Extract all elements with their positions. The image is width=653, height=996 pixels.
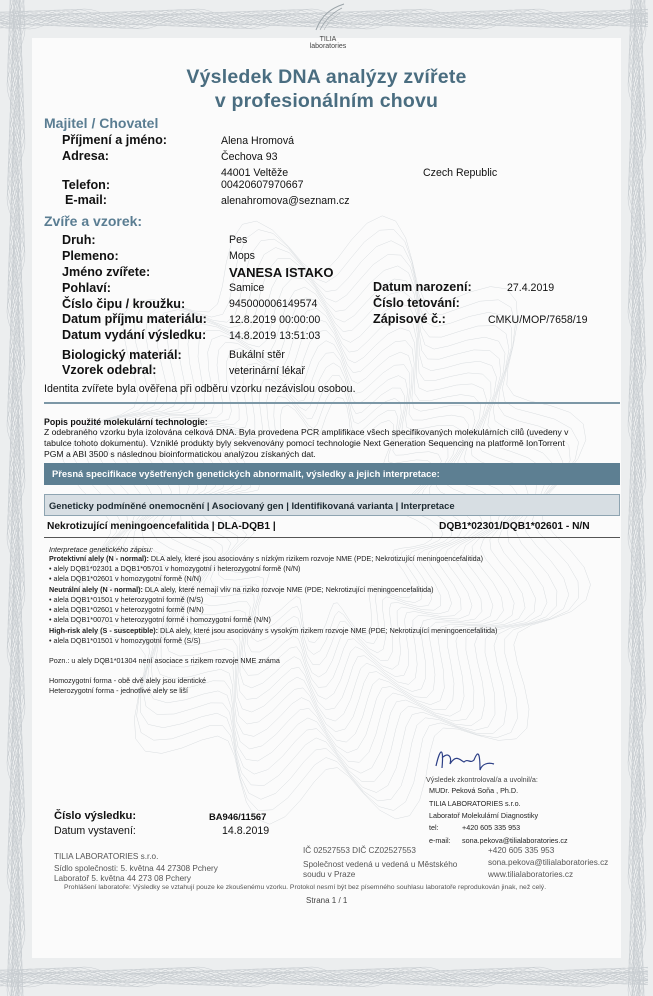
issued-value: 14.8.2019 13:51:03: [229, 330, 321, 342]
signature-email: sona.pekova@tilialaboratories.cz: [462, 836, 568, 845]
footer-register-1: Společnost vedená u vedená u Městského: [303, 860, 458, 869]
signature-dept: Laboratoř Molekulární Diagnostiky: [429, 811, 539, 820]
protective-head: Protektivní alely (N - normal):: [49, 554, 149, 563]
neutral-item-2: • alela DQB1*02601 v heterozygotní formě (N/N): [49, 605, 204, 614]
sex-label: Pohlaví:: [62, 281, 111, 295]
interp-neutral: [49, 585, 434, 595]
owner-address-label: Adresa:: [62, 149, 109, 163]
signature-tel: +420 605 335 953: [462, 823, 521, 832]
species-value: Pes: [229, 234, 248, 246]
owner-country: Czech Republic: [423, 167, 498, 179]
protective-item-1: • alely DQB1*02301 a DQB1*05701 v homozygotní i heterozygotní formě (N/N): [49, 564, 301, 573]
signature-lab: TILIA LABORATORIES s.r.o.: [429, 799, 521, 808]
technology-line-1: Z odebraného vzorku byla izolována celková DNA. Byla provedena PCR amplifikace všech specifikovaných molekulárních cílů (uvedeny v: [44, 427, 569, 437]
owner-name: Alena Hromová: [221, 135, 295, 147]
footer-web: www.tilialaboratories.cz: [488, 870, 574, 879]
result-number: BA946/11567: [209, 811, 267, 822]
interp-homo: Homozygotní forma - obě dvě alely jsou identické: [49, 676, 207, 685]
collected-value: veterinární lékař: [229, 365, 305, 377]
footer-email: sona.pekova@tilialaboratories.cz: [488, 858, 609, 867]
material-value: Bukální stěr: [229, 349, 285, 361]
interp-hetero: Heterozygotní forma - jednotlivé alely se liší: [49, 686, 189, 695]
footer-phone: +420 605 335 953: [488, 846, 555, 855]
spec-bar-text: Přesná specifikace vyšetřených genetických abnormalit, výsledky a jejich interpretace:: [52, 468, 440, 479]
footer-lab: Laboratoř 5. května 44 273 08 Pchery: [54, 874, 192, 883]
page-number: Strana 1 / 1: [306, 896, 348, 905]
chip-value: 945000006149574: [229, 298, 318, 310]
spec-bar: [44, 463, 620, 485]
table-row-result: DQB1*02301/DQB1*02601 - N/N: [439, 521, 590, 532]
signature-email-label: e-mail:: [429, 836, 451, 845]
table-header: [44, 494, 620, 516]
table-row-disease: Nekrotizující meningoencefalitida | DLA-DQB1 |: [47, 521, 276, 532]
footer-register-2: soudu v Praze: [303, 870, 356, 879]
breed-label: Plemeno:: [62, 249, 119, 263]
result-date-label: Datum vystavení:: [54, 825, 136, 837]
neutral-item-1: • alela DQB1*01501 v heterozygotní formě (N/S): [49, 595, 204, 604]
table-header-text: Geneticky podmíněné onemocnění | Asociovaný gen | Identifikovaná varianta | Interpretace: [49, 500, 455, 511]
interp-highrisk: [49, 626, 497, 636]
registry-label: Zápisové č.:: [373, 312, 446, 326]
neutral-item-3: • alela DQB1*00701 v heterozygotní formě i homozygotní formě (N/N): [49, 615, 271, 624]
animal-heading: Zvíře a vzorek:: [44, 213, 143, 229]
tilia-leaf-icon: [308, 2, 348, 32]
owner-phone: 00420607970667: [221, 179, 304, 191]
footer-seat: Sídlo společnosti: 5. května 44 27308 Pchery: [54, 864, 218, 873]
section-divider: [44, 402, 620, 404]
protective-item-2: • alela DQB1*02601 v homozygotní formě (N/N): [49, 574, 202, 583]
interp-protective: [49, 554, 483, 564]
document-title-line1: Výsledek DNA analýzy zvířete: [186, 66, 467, 88]
material-label: Biologický materiál:: [62, 348, 182, 362]
animal-name-value: VANESA ISTAKO: [229, 265, 334, 280]
highrisk-item-1: • alela DQB1*01501 v homozygotní formě (S/S): [49, 636, 201, 645]
handwritten-signature: [430, 740, 500, 776]
registry-value: CMKU/MOP/7658/19: [488, 314, 588, 326]
footer-disclaimer: Prohlášení laboratoře: Výsledky se vztahují pouze ke zkoušenému vzorku. Protokol nesmí být bez písemného souhlasu laboratoře reprodukován jinak, než celý.: [64, 884, 547, 891]
signature-caption: Výsledek zkontroloval/a a uvolnil/a:: [426, 775, 538, 784]
chip-label: Číslo čipu / kroužku:: [62, 297, 186, 311]
identity-note: Identita zvířete byla ověřena při odběru vzorku nezávislou osobou.: [44, 383, 356, 395]
birth-label: Datum narození:: [373, 280, 472, 294]
owner-email-label: E-mail:: [65, 193, 107, 207]
animal-name-label: Jméno zvířete:: [62, 265, 151, 279]
issued-label: Datum vydání výsledku:: [62, 328, 207, 342]
signature-tel-label: tel:: [429, 823, 439, 832]
collected-label: Vzorek odebral:: [62, 363, 157, 377]
owner-email: alenahromova@seznam.cz: [221, 195, 350, 207]
document-title-line2: v profesionálním chovu: [214, 90, 439, 112]
received-label: Datum příjmu materiálu:: [62, 312, 207, 326]
species-label: Druh:: [62, 233, 96, 247]
neutral-text: DLA alely, které nemají vliv na riziko rozvoje NME (PDE; Nekrotizující meningoencefalitida): [142, 585, 434, 594]
protective-text: DLA alely, které jsou asociovány s nízkým rizikem rozvoje NME (PDE; Nekrotizující meningoencefalitida): [148, 554, 484, 563]
owner-city: 44001 Veltěže: [221, 167, 289, 179]
footer-ic: IČ 02527553 DIČ CZ02527553: [303, 846, 416, 855]
tattoo-label: Číslo tetování:: [373, 296, 460, 310]
interp-note: Pozn.: u alely DQB1*01304 není asociace s rizikem rozvoje NME známa: [49, 656, 280, 665]
logo-text-1: TILIA: [319, 36, 337, 43]
result-date: 14.8.2019: [222, 825, 270, 837]
footer-company: TILIA LABORATORIES s.r.o.: [54, 852, 159, 861]
highrisk-text: DLA alely, které jsou asociovány s vysokým rizikem rozvoje NME (PDE; Nekrotizující meningoencefalitida): [158, 626, 498, 635]
neutral-head: Neutrální alely (N - normal):: [49, 585, 143, 594]
owner-street: Čechova 93: [221, 151, 278, 163]
technology-line-2: tabulce tohoto dokumentu). Vzniklé produkty byly sekvenovány pomocí technologie Next Generation Sequencing na platformě IonTorrent: [44, 438, 565, 448]
logo-text-2: laboratories: [309, 43, 347, 50]
owner-heading: Majitel / Chovatel: [44, 115, 159, 131]
result-number-label: Číslo výsledku:: [54, 810, 137, 822]
sex-value: Samice: [229, 282, 265, 294]
interp-title: Interpretace genetického zápisu:: [49, 545, 153, 554]
technology-line-3: PGM a ABI 3500 s následnou bioinformatickou analýzou získaných dat.: [44, 449, 316, 459]
tilia-logo: [296, 2, 360, 54]
signature-person: MUDr. Peková Soňa , Ph.D.: [429, 786, 519, 795]
birth-value: 27.4.2019: [507, 282, 555, 294]
table-row-divider: [44, 537, 620, 538]
technology-heading: Popis použité molekulární technologie:: [44, 417, 208, 427]
owner-name-label: Příjmení a jméno:: [62, 133, 167, 147]
breed-value: Mops: [229, 250, 255, 262]
received-value: 12.8.2019 00:00:00: [229, 314, 321, 326]
owner-phone-label: Telefon:: [62, 178, 111, 192]
highrisk-head: High-risk alely (S - susceptible):: [49, 626, 159, 635]
